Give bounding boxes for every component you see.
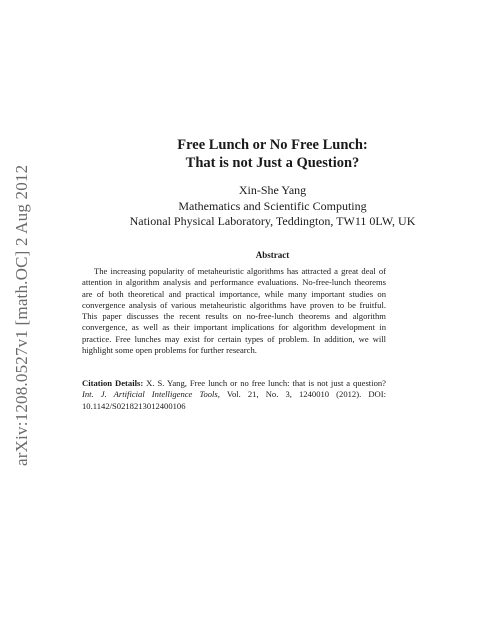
citation-text-after: , Vol. 21, No. 3, 1240010 (2012). DOI: 10.1142/S0218213012400106 [82,389,386,411]
paper-title [100,136,445,172]
title-line-2: That is not Just a Question? [185,155,360,171]
author-department: Mathematics and Scientific Computing [178,198,367,213]
citation-journal: Int. J. Artificial Intelligence Tools [82,389,218,400]
author-block [80,183,465,230]
citation-details [82,378,386,412]
abstract-text: The increasing popularity of metaheuristic algorithms has attracted a great deal of attention in algorithm analysis and performance evaluations. No-free-lunch theorems are of both theoretical and practical importance, while many important studies on convergence analysis of various metaheuristic algorithms have proven to be fruitful. This paper discusses the recent results on no-free-lunch theorems and algorithm convergence, as well as their important implications for algorithm development in practice. Free lunches may exist for certain types of problem. In addition, we will highlight some open problems for further research. [82,266,386,356]
arxiv-identifier-stamp: arXiv:1208.0527v1 [math.OC] 2 Aug 2012 [12,164,31,466]
abstract-heading: Abstract [255,250,290,260]
citation-text-before: X. S. Yang, Free lunch or no free lunch: that is not just a question? [143,378,386,388]
citation-label: Citation Details: [82,378,144,388]
author-name: Xin-She Yang [238,183,307,197]
author-institution: National Physical Laboratory, Teddington, TW11 0LW, UK [129,214,416,228]
title-line-1: Free Lunch or No Free Lunch: [177,137,368,153]
